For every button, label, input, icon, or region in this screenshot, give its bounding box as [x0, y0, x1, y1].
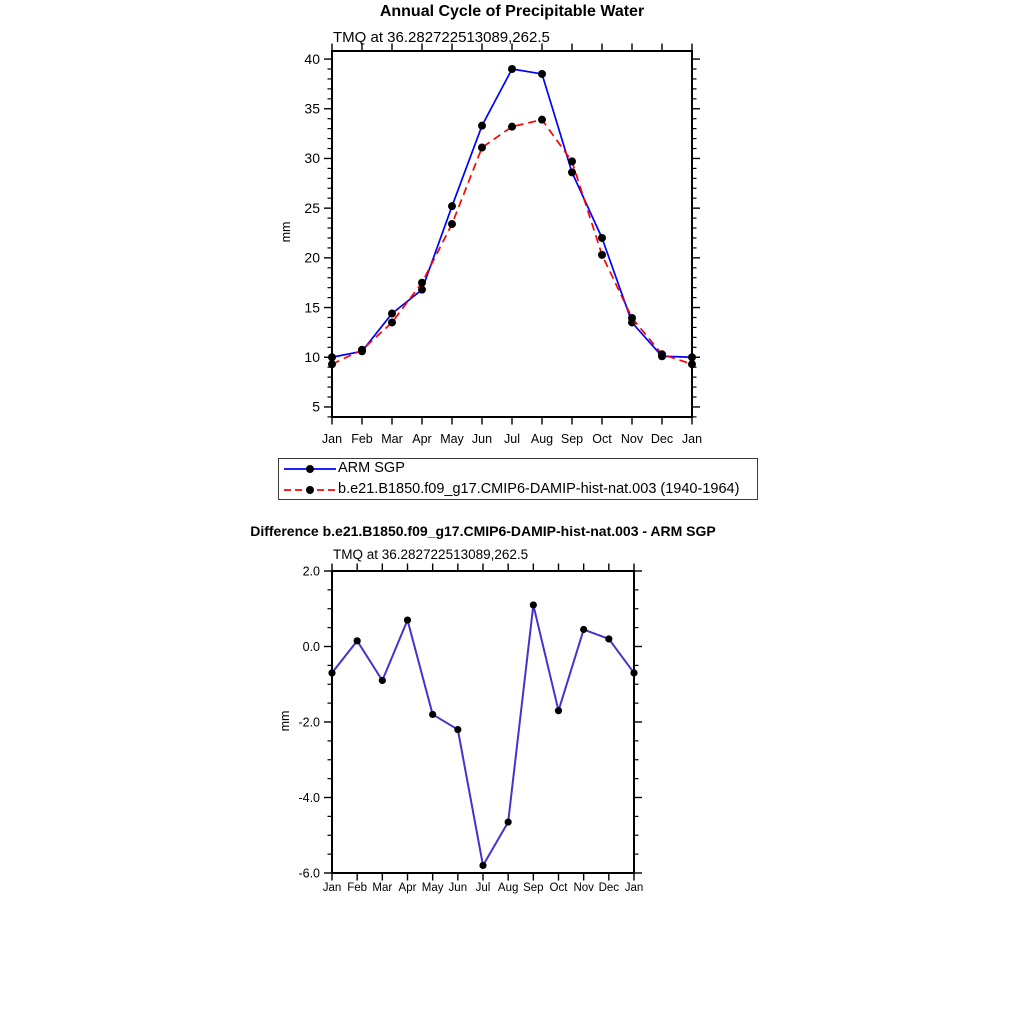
legend-box	[278, 458, 758, 500]
svg-text:20: 20	[304, 249, 320, 266]
svg-text:Sep: Sep	[560, 432, 584, 446]
chart1-title: Annual Cycle of Precipitable Water	[379, 3, 645, 20]
svg-text:40: 40	[304, 50, 320, 67]
chart2-title: Difference b.e21.B1850.f09_g17.CMIP6-DAMIP-hist-nat.003 - ARM SGP	[250, 523, 716, 539]
svg-text:Nov: Nov	[573, 882, 594, 894]
legend-item-model	[282, 479, 757, 500]
svg-text:Jan: Jan	[321, 432, 343, 446]
legend-label-arm-sgp: ARM SGP	[338, 460, 405, 476]
svg-text:Jan: Jan	[624, 882, 644, 894]
legend-item-arm-sgp	[282, 458, 757, 479]
svg-text:Jun: Jun	[471, 432, 493, 446]
svg-text:-4.0: -4.0	[298, 790, 320, 805]
svg-text:30: 30	[304, 150, 320, 167]
svg-text:May: May	[421, 882, 444, 894]
svg-text:0.0: 0.0	[302, 639, 320, 654]
svg-text:25: 25	[304, 199, 320, 216]
svg-text:Nov: Nov	[620, 432, 644, 446]
legend-label-model: b.e21.B1850.f09_g17.CMIP6-DAMIP-hist-nat.003 (1940-1964)	[338, 481, 740, 497]
svg-text:15: 15	[304, 299, 320, 316]
svg-text:10: 10	[304, 349, 320, 366]
svg-text:Oct: Oct	[592, 432, 612, 446]
difference-line-chart	[270, 560, 690, 908]
svg-text:-6.0: -6.0	[298, 866, 320, 881]
chart2-y-axis-label: mm	[278, 710, 292, 732]
svg-text:Mar: Mar	[372, 882, 393, 894]
svg-text:Apr: Apr	[412, 432, 432, 446]
svg-text:Sep: Sep	[523, 882, 544, 894]
legend-line-solid-icon	[282, 462, 338, 476]
svg-text:Jul: Jul	[504, 432, 520, 446]
legend-line-dashed-icon	[282, 483, 338, 497]
svg-text:Jan: Jan	[681, 432, 703, 446]
svg-text:Dec: Dec	[650, 432, 674, 446]
annual-cycle-line-chart	[270, 42, 750, 454]
svg-text:35: 35	[304, 100, 320, 117]
svg-text:Feb: Feb	[347, 882, 368, 894]
svg-text:Apr: Apr	[398, 882, 417, 894]
svg-text:5: 5	[312, 398, 320, 415]
chart1-subtitle: TMQ at 36.282722513089,262.5	[333, 29, 550, 46]
svg-text:May: May	[440, 432, 464, 446]
svg-text:Jan: Jan	[322, 882, 342, 894]
svg-text:Mar: Mar	[381, 432, 403, 446]
svg-text:Jun: Jun	[448, 882, 468, 894]
svg-text:Oct: Oct	[549, 882, 568, 894]
chart1-y-axis-label: mm	[279, 221, 293, 243]
svg-text:Aug: Aug	[497, 882, 519, 894]
svg-text:-2.0: -2.0	[298, 715, 320, 730]
svg-text:2.0: 2.0	[302, 564, 320, 579]
chart2-subtitle: TMQ at 36.282722513089,262.5	[333, 547, 529, 562]
svg-text:Feb: Feb	[351, 432, 373, 446]
svg-text:Aug: Aug	[530, 432, 554, 446]
svg-text:Dec: Dec	[598, 882, 620, 894]
svg-text:Jul: Jul	[475, 882, 491, 894]
